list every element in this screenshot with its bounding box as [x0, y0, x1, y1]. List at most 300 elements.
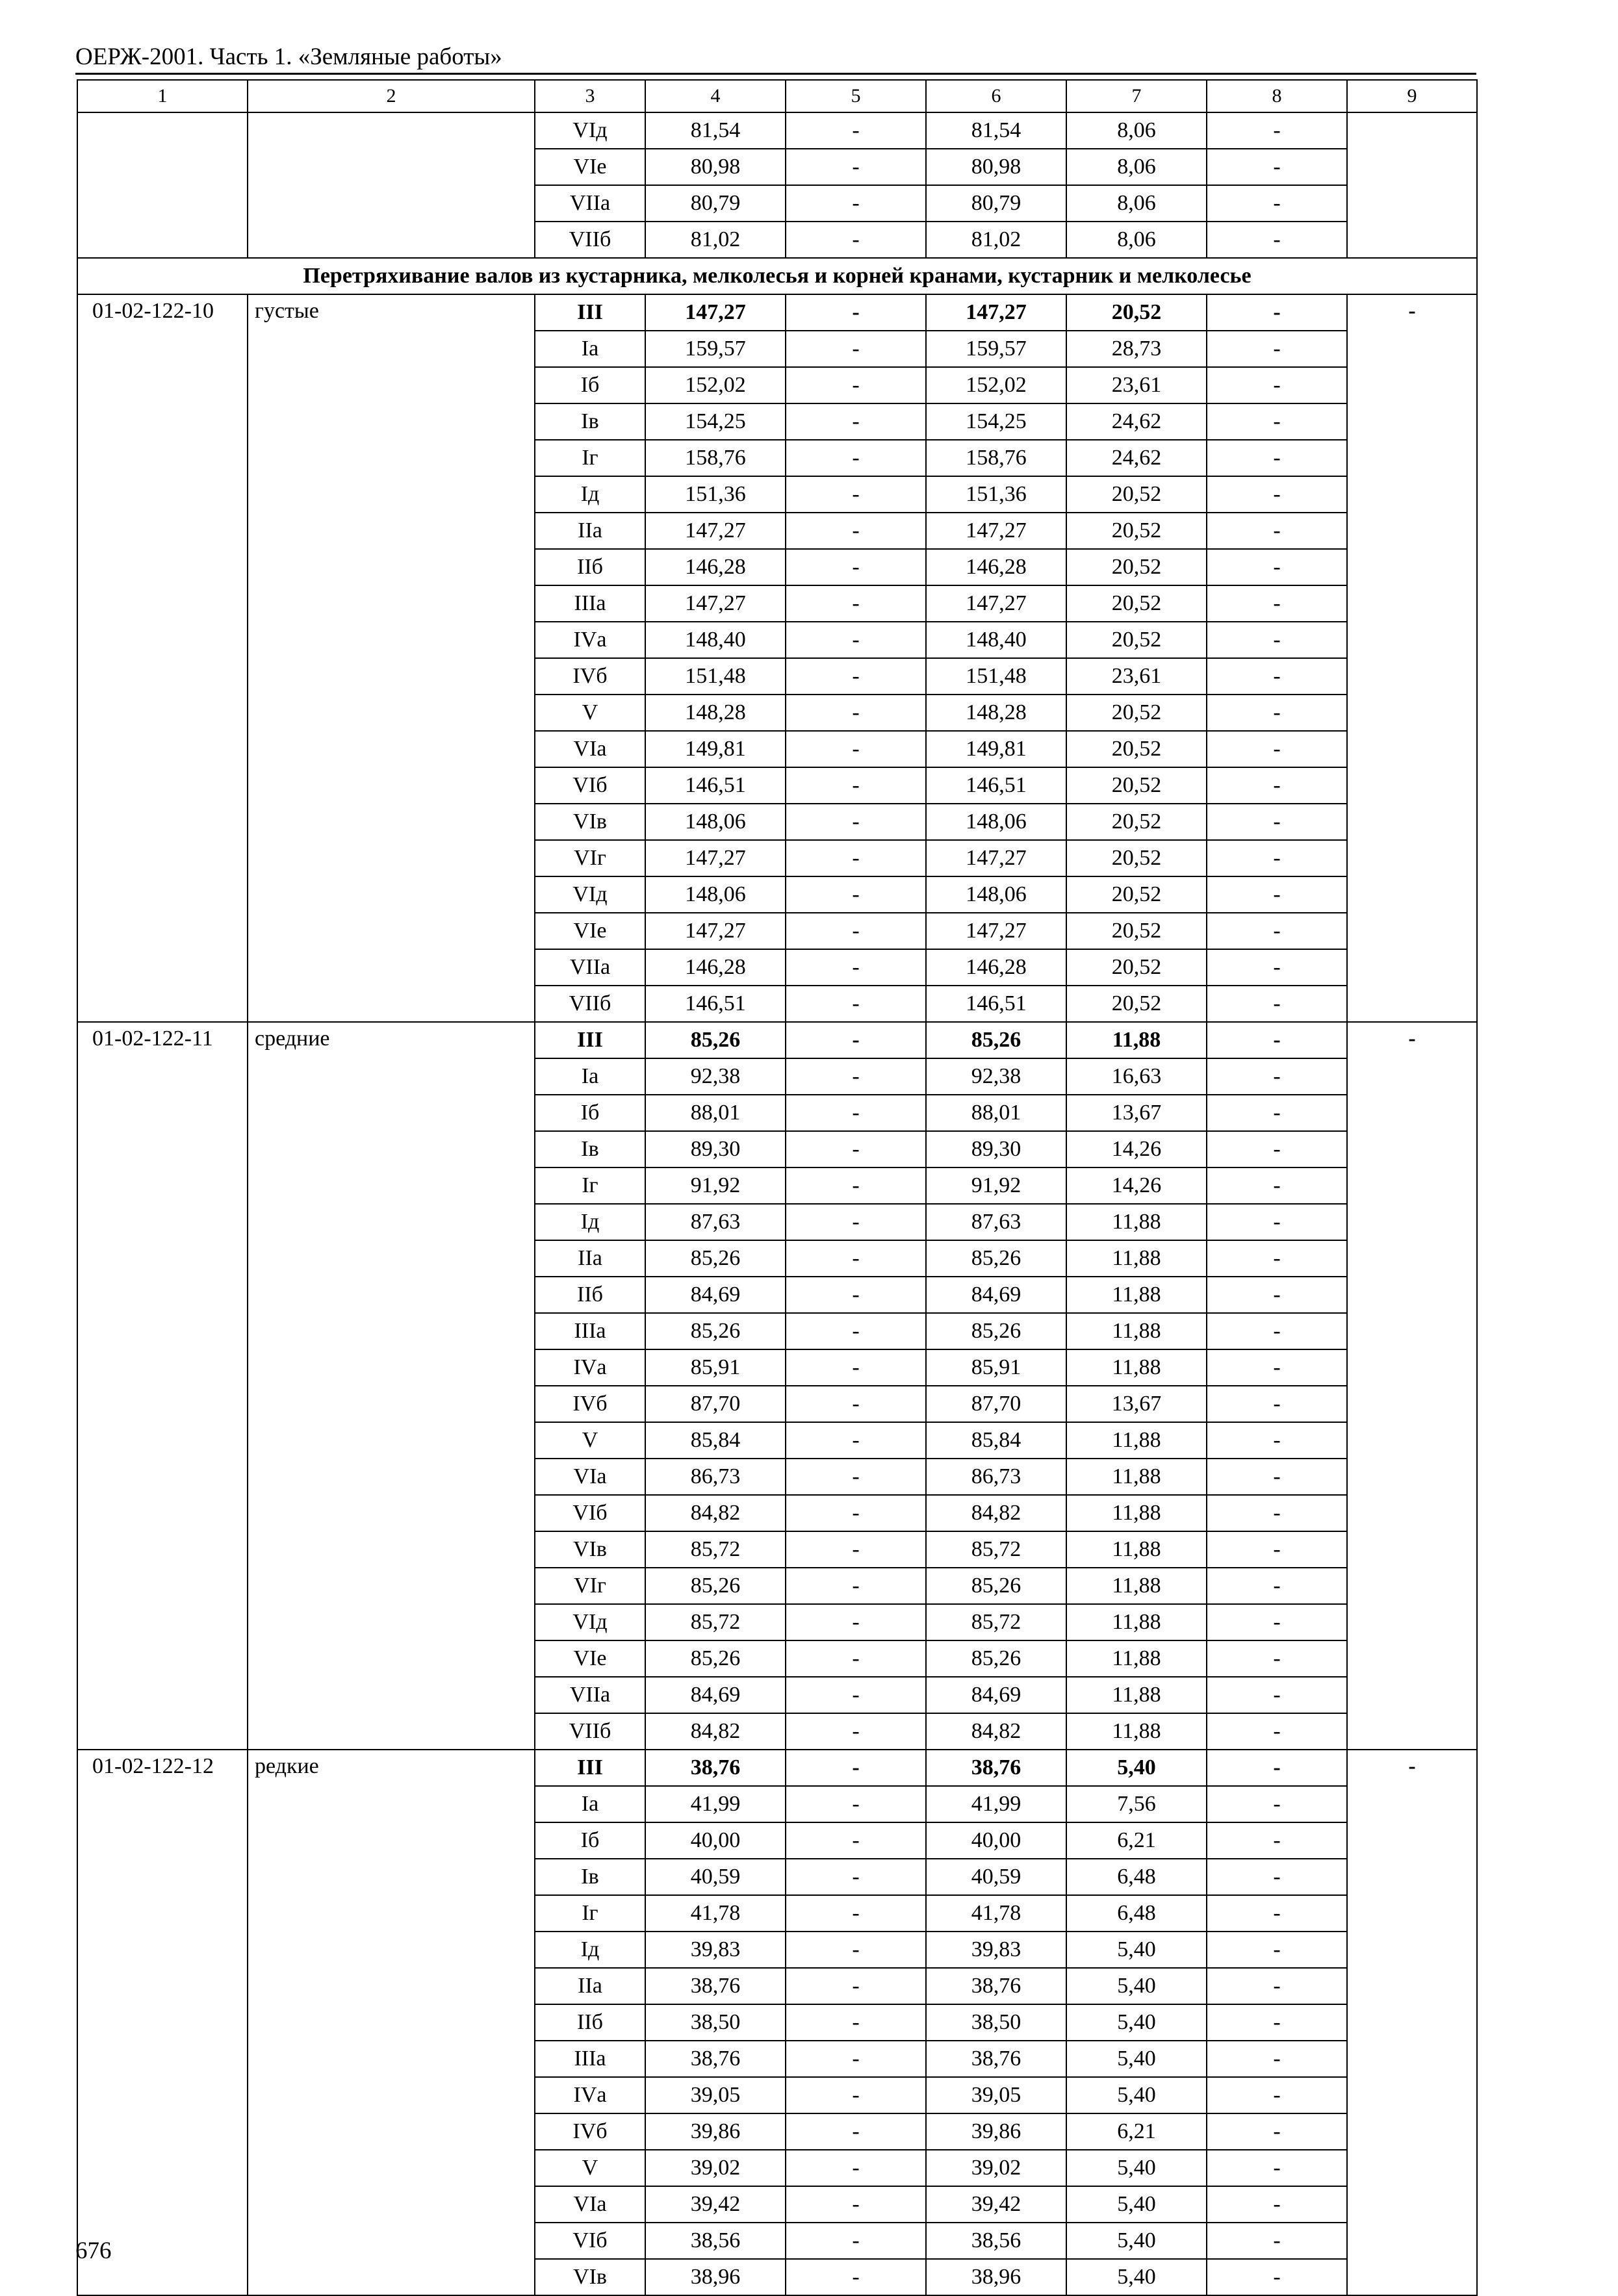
value-cell: - — [786, 476, 926, 513]
value-cell: - — [786, 112, 926, 149]
value-cell: 20,52 — [1066, 876, 1207, 913]
value-cell: - — [786, 1640, 926, 1677]
value-cell: 11,88 — [1066, 1022, 1207, 1058]
column-number-cell: 6 — [926, 80, 1066, 112]
value-cell: 146,51 — [926, 767, 1066, 804]
section-title-row — [77, 258, 1477, 294]
value-cell: 151,48 — [926, 658, 1066, 695]
value-cell: 5,40 — [1066, 1750, 1207, 1786]
zone-cell: IIIа — [535, 1313, 645, 1349]
value-cell: - — [1207, 1968, 1347, 2004]
value-cell: - — [1207, 658, 1347, 695]
value-cell: 8,06 — [1066, 185, 1207, 222]
value-cell: 39,05 — [645, 2077, 786, 2113]
value-cell: - — [1207, 1531, 1347, 1568]
value-cell: - — [1207, 112, 1347, 149]
value-cell: 20,52 — [1066, 695, 1207, 731]
value-cell: - — [786, 1204, 926, 1240]
value-cell: 5,40 — [1066, 1968, 1207, 2004]
value-cell: 20,52 — [1066, 767, 1207, 804]
value-cell: 8,06 — [1066, 112, 1207, 149]
value-cell: - — [786, 1386, 926, 1422]
value-cell: - — [1207, 2004, 1347, 2041]
value-cell: 84,69 — [926, 1277, 1066, 1313]
value-cell: 11,88 — [1066, 1568, 1207, 1604]
value-cell: 5,40 — [1066, 2004, 1207, 2041]
value-cell: 85,26 — [645, 1313, 786, 1349]
value-cell: 147,27 — [926, 294, 1066, 331]
value-cell: 152,02 — [926, 367, 1066, 403]
value-cell: 86,73 — [645, 1459, 786, 1495]
value-cell: - — [786, 1131, 926, 1167]
value-cell: 85,26 — [926, 1240, 1066, 1277]
column-number-cell: 5 — [786, 80, 926, 112]
value-cell: - — [786, 731, 926, 767]
value-cell: - — [786, 1895, 926, 1932]
value-cell: - — [786, 913, 926, 949]
value-cell: 5,40 — [1066, 2186, 1207, 2223]
value-cell: 151,36 — [926, 476, 1066, 513]
value-cell: 11,88 — [1066, 1640, 1207, 1677]
value-cell: - — [1207, 440, 1347, 476]
zone-cell: Iд — [535, 1204, 645, 1240]
value-cell: - — [786, 1422, 926, 1459]
zone-cell: IIа — [535, 1968, 645, 2004]
column-number-cell: 1 — [77, 80, 248, 112]
value-cell: 85,26 — [926, 1568, 1066, 1604]
value-cell: 147,27 — [645, 294, 786, 331]
value-cell: - — [1207, 1859, 1347, 1895]
value-cell: - — [786, 2223, 926, 2259]
col9-cell: - — [1347, 1750, 1477, 2295]
value-cell: 38,96 — [645, 2259, 786, 2295]
zone-cell: VIб — [535, 1495, 645, 1531]
value-cell: 11,88 — [1066, 1713, 1207, 1750]
zone-cell: Iг — [535, 1167, 645, 1204]
value-cell: - — [1207, 2259, 1347, 2295]
zone-cell: VIIа — [535, 1677, 645, 1713]
name-cell — [248, 112, 535, 258]
value-cell: 16,63 — [1066, 1058, 1207, 1095]
zone-cell: VIг — [535, 840, 645, 876]
value-cell: - — [786, 1568, 926, 1604]
value-cell: 40,00 — [645, 1822, 786, 1859]
value-cell: 39,86 — [926, 2113, 1066, 2150]
value-cell: - — [1207, 294, 1347, 331]
value-cell: 154,25 — [645, 403, 786, 440]
code-cell: 01-02-122-10 — [77, 294, 248, 1022]
value-cell: 40,59 — [926, 1859, 1066, 1895]
value-cell: 20,52 — [1066, 804, 1207, 840]
value-cell: - — [1207, 1640, 1347, 1677]
value-cell: 38,76 — [926, 2041, 1066, 2077]
zone-cell: IIб — [535, 549, 645, 585]
value-cell: 39,42 — [645, 2186, 786, 2223]
column-number-cell: 2 — [248, 80, 535, 112]
value-cell: 147,27 — [645, 913, 786, 949]
table-row — [77, 294, 1477, 331]
value-cell: 5,40 — [1066, 1932, 1207, 1968]
value-cell: 87,63 — [926, 1204, 1066, 1240]
value-cell: 20,52 — [1066, 549, 1207, 585]
code-cell: 01-02-122-11 — [77, 1022, 248, 1750]
zone-cell: VIв — [535, 2259, 645, 2295]
value-cell: - — [1207, 2186, 1347, 2223]
value-cell: 11,88 — [1066, 1422, 1207, 1459]
zone-cell: IVб — [535, 1386, 645, 1422]
col9-cell: - — [1347, 1022, 1477, 1750]
value-cell: 38,76 — [926, 1968, 1066, 2004]
value-cell: 85,26 — [926, 1022, 1066, 1058]
value-cell: 6,21 — [1066, 2113, 1207, 2150]
value-cell: - — [786, 804, 926, 840]
value-cell: 38,76 — [645, 1968, 786, 2004]
zone-cell: VIд — [535, 112, 645, 149]
value-cell: - — [1207, 1568, 1347, 1604]
zone-cell: III — [535, 1750, 645, 1786]
value-cell: - — [1207, 1932, 1347, 1968]
value-cell: - — [786, 1313, 926, 1349]
value-cell: - — [786, 440, 926, 476]
rates-table-body — [77, 80, 1477, 2295]
value-cell: - — [1207, 695, 1347, 731]
value-cell: 39,05 — [926, 2077, 1066, 2113]
value-cell: 23,61 — [1066, 658, 1207, 695]
value-cell: 41,78 — [926, 1895, 1066, 1932]
value-cell: - — [1207, 1822, 1347, 1859]
value-cell: 89,30 — [645, 1131, 786, 1167]
value-cell: 11,88 — [1066, 1349, 1207, 1386]
value-cell: 87,70 — [645, 1386, 786, 1422]
header-rule — [75, 73, 1476, 75]
table-row — [77, 112, 1477, 149]
value-cell: - — [786, 658, 926, 695]
value-cell: 85,72 — [926, 1604, 1066, 1640]
value-cell: 88,01 — [926, 1095, 1066, 1131]
value-cell: - — [786, 767, 926, 804]
value-cell: 38,76 — [645, 2041, 786, 2077]
value-cell: 23,61 — [1066, 367, 1207, 403]
value-cell: 154,25 — [926, 403, 1066, 440]
zone-cell: Iв — [535, 1131, 645, 1167]
zone-cell: Iа — [535, 1058, 645, 1095]
value-cell: - — [786, 2186, 926, 2223]
value-cell: - — [786, 185, 926, 222]
value-cell: 81,54 — [645, 112, 786, 149]
zone-cell: VIIа — [535, 949, 645, 986]
value-cell: - — [1207, 767, 1347, 804]
value-cell: - — [1207, 403, 1347, 440]
value-cell: - — [1207, 2077, 1347, 2113]
value-cell: 11,88 — [1066, 1459, 1207, 1495]
zone-cell: VIд — [535, 876, 645, 913]
value-cell: - — [786, 513, 926, 549]
value-cell: 146,51 — [926, 986, 1066, 1022]
value-cell: - — [786, 2113, 926, 2150]
value-cell: 20,52 — [1066, 585, 1207, 622]
value-cell: - — [1207, 1713, 1347, 1750]
zone-cell: V — [535, 2150, 645, 2186]
value-cell: 20,52 — [1066, 476, 1207, 513]
zone-cell: VIв — [535, 1531, 645, 1568]
zone-cell: VIа — [535, 2186, 645, 2223]
zone-cell: VIIб — [535, 1713, 645, 1750]
value-cell: 38,76 — [645, 1750, 786, 1786]
value-cell: 148,28 — [926, 695, 1066, 731]
value-cell: 11,88 — [1066, 1677, 1207, 1713]
value-cell: - — [1207, 731, 1347, 767]
zone-cell: IIа — [535, 1240, 645, 1277]
zone-cell: VIе — [535, 1640, 645, 1677]
zone-cell: Iб — [535, 1822, 645, 1859]
value-cell: 158,76 — [645, 440, 786, 476]
value-cell: 39,42 — [926, 2186, 1066, 2223]
value-cell: 38,56 — [645, 2223, 786, 2259]
value-cell: - — [1207, 2041, 1347, 2077]
zone-cell: IIб — [535, 2004, 645, 2041]
value-cell: - — [786, 1531, 926, 1568]
value-cell: 80,98 — [926, 149, 1066, 185]
value-cell: - — [786, 2077, 926, 2113]
zone-cell: Iг — [535, 1895, 645, 1932]
value-cell: 40,00 — [926, 1822, 1066, 1859]
value-cell: 11,88 — [1066, 1604, 1207, 1640]
value-cell: 85,26 — [926, 1640, 1066, 1677]
value-cell: - — [786, 2259, 926, 2295]
table-row — [77, 1750, 1477, 1786]
value-cell: - — [1207, 476, 1347, 513]
value-cell: 5,40 — [1066, 2223, 1207, 2259]
value-cell: - — [786, 1822, 926, 1859]
value-cell: - — [1207, 1058, 1347, 1095]
value-cell: 8,06 — [1066, 222, 1207, 258]
column-number-cell: 8 — [1207, 80, 1347, 112]
value-cell: 41,99 — [926, 1786, 1066, 1822]
value-cell: - — [1207, 1022, 1347, 1058]
value-cell: 11,88 — [1066, 1277, 1207, 1313]
value-cell: 80,79 — [926, 185, 1066, 222]
value-cell: 146,51 — [645, 986, 786, 1022]
value-cell: - — [1207, 804, 1347, 840]
value-cell: 5,40 — [1066, 2259, 1207, 2295]
value-cell: - — [786, 1932, 926, 1968]
page-number: 676 — [75, 2238, 112, 2264]
value-cell: 38,50 — [645, 2004, 786, 2041]
value-cell: 14,26 — [1066, 1167, 1207, 1204]
value-cell: 85,26 — [645, 1640, 786, 1677]
value-cell: 147,27 — [645, 840, 786, 876]
value-cell: - — [786, 1968, 926, 2004]
value-cell: - — [786, 1277, 926, 1313]
value-cell: 84,69 — [645, 1677, 786, 1713]
value-cell: - — [786, 1240, 926, 1277]
value-cell: 11,88 — [1066, 1240, 1207, 1277]
value-cell: 20,52 — [1066, 913, 1207, 949]
value-cell: 84,82 — [926, 1713, 1066, 1750]
value-cell: 11,88 — [1066, 1531, 1207, 1568]
zone-cell: IIIа — [535, 2041, 645, 2077]
value-cell: - — [786, 403, 926, 440]
value-cell: 146,28 — [645, 949, 786, 986]
value-cell: 85,91 — [926, 1349, 1066, 1386]
column-number-cell: 7 — [1066, 80, 1207, 112]
zone-cell: IVа — [535, 2077, 645, 2113]
zone-cell: Iа — [535, 331, 645, 367]
value-cell: 147,27 — [645, 585, 786, 622]
value-cell: - — [786, 1495, 926, 1531]
value-cell: 41,78 — [645, 1895, 786, 1932]
value-cell: 149,81 — [926, 731, 1066, 767]
value-cell: 146,28 — [645, 549, 786, 585]
value-cell: 13,67 — [1066, 1386, 1207, 1422]
value-cell: - — [1207, 1677, 1347, 1713]
value-cell: - — [1207, 185, 1347, 222]
value-cell: 38,56 — [926, 2223, 1066, 2259]
code-cell — [77, 112, 248, 258]
value-cell: 20,52 — [1066, 731, 1207, 767]
zone-cell: VIг — [535, 1568, 645, 1604]
value-cell: - — [1207, 1240, 1347, 1277]
value-cell: 11,88 — [1066, 1204, 1207, 1240]
value-cell: 20,52 — [1066, 622, 1207, 658]
value-cell: 152,02 — [645, 367, 786, 403]
zone-cell: Iв — [535, 1859, 645, 1895]
value-cell: - — [786, 876, 926, 913]
value-cell: 24,62 — [1066, 403, 1207, 440]
value-cell: 84,82 — [645, 1713, 786, 1750]
value-cell: 148,06 — [926, 876, 1066, 913]
zone-cell: VIе — [535, 149, 645, 185]
value-cell: 20,52 — [1066, 949, 1207, 986]
value-cell: - — [786, 549, 926, 585]
value-cell: 38,76 — [926, 1750, 1066, 1786]
value-cell: - — [1207, 876, 1347, 913]
value-cell: - — [786, 1859, 926, 1895]
value-cell: - — [786, 1095, 926, 1131]
value-cell: 39,83 — [645, 1932, 786, 1968]
value-cell: 39,86 — [645, 2113, 786, 2150]
value-cell: - — [786, 1677, 926, 1713]
value-cell: 11,88 — [1066, 1313, 1207, 1349]
value-cell: 151,48 — [645, 658, 786, 695]
value-cell: - — [786, 1022, 926, 1058]
column-number-cell: 9 — [1347, 80, 1477, 112]
value-cell: 6,48 — [1066, 1859, 1207, 1895]
value-cell: 146,28 — [926, 549, 1066, 585]
value-cell: 147,27 — [926, 840, 1066, 876]
name-cell: средние — [248, 1022, 535, 1750]
value-cell: 151,36 — [645, 476, 786, 513]
value-cell: 20,52 — [1066, 986, 1207, 1022]
value-cell: 148,06 — [926, 804, 1066, 840]
value-cell: 38,96 — [926, 2259, 1066, 2295]
zone-cell: V — [535, 1422, 645, 1459]
value-cell: - — [1207, 1750, 1347, 1786]
value-cell: - — [786, 331, 926, 367]
value-cell: - — [786, 367, 926, 403]
zone-cell: VIб — [535, 767, 645, 804]
value-cell: 86,73 — [926, 1459, 1066, 1495]
zone-cell: Iд — [535, 1932, 645, 1968]
value-cell: 91,92 — [926, 1167, 1066, 1204]
zone-cell: Iв — [535, 403, 645, 440]
value-cell: - — [1207, 1895, 1347, 1932]
value-cell: 39,02 — [926, 2150, 1066, 2186]
zone-cell: IVа — [535, 1349, 645, 1386]
value-cell: 40,59 — [645, 1859, 786, 1895]
value-cell: - — [786, 1349, 926, 1386]
value-cell: 85,26 — [926, 1313, 1066, 1349]
value-cell: - — [1207, 840, 1347, 876]
value-cell: 148,28 — [645, 695, 786, 731]
value-cell: 28,73 — [1066, 331, 1207, 367]
table-row — [77, 1022, 1477, 1058]
section-title: Перетряхивание валов из кустарника, мелколесья и корней кранами, кустарник и мелколесье — [77, 258, 1477, 294]
value-cell: 20,52 — [1066, 513, 1207, 549]
value-cell: 41,99 — [645, 1786, 786, 1822]
value-cell: 24,62 — [1066, 440, 1207, 476]
value-cell: - — [786, 2004, 926, 2041]
value-cell: - — [1207, 367, 1347, 403]
value-cell: 84,69 — [926, 1677, 1066, 1713]
value-cell: 85,84 — [645, 1422, 786, 1459]
value-cell: 6,21 — [1066, 1822, 1207, 1859]
value-cell: - — [1207, 1313, 1347, 1349]
value-cell: 81,02 — [926, 222, 1066, 258]
value-cell: 92,38 — [926, 1058, 1066, 1095]
value-cell: - — [1207, 1495, 1347, 1531]
code-cell: 01-02-122-12 — [77, 1750, 248, 2295]
value-cell: 147,27 — [645, 513, 786, 549]
value-cell: - — [1207, 1204, 1347, 1240]
value-cell: 5,40 — [1066, 2077, 1207, 2113]
zone-cell: VIа — [535, 731, 645, 767]
value-cell: - — [786, 222, 926, 258]
value-cell: - — [786, 986, 926, 1022]
column-number-cell: 3 — [535, 80, 645, 112]
value-cell: 81,54 — [926, 112, 1066, 149]
value-cell: - — [1207, 1277, 1347, 1313]
value-cell: 89,30 — [926, 1131, 1066, 1167]
value-cell: - — [786, 1713, 926, 1750]
value-cell: - — [786, 1750, 926, 1786]
value-cell: 39,83 — [926, 1932, 1066, 1968]
value-cell: - — [1207, 1459, 1347, 1495]
zone-cell: Iб — [535, 1095, 645, 1131]
page-header-title: ОЕРЖ-2001. Часть 1. «Земляные работы» — [75, 44, 502, 70]
value-cell: - — [1207, 2150, 1347, 2186]
value-cell: - — [1207, 986, 1347, 1022]
value-cell: - — [786, 840, 926, 876]
value-cell: 147,27 — [926, 513, 1066, 549]
value-cell: 84,82 — [645, 1495, 786, 1531]
zone-cell: Iд — [535, 476, 645, 513]
zone-cell: IIIа — [535, 585, 645, 622]
zone-cell: IIа — [535, 513, 645, 549]
zone-cell: III — [535, 294, 645, 331]
value-cell: - — [1207, 2223, 1347, 2259]
value-cell: - — [786, 1786, 926, 1822]
zone-cell: Iа — [535, 1786, 645, 1822]
zone-cell: VIе — [535, 913, 645, 949]
zone-cell: VIIб — [535, 222, 645, 258]
value-cell: - — [1207, 1604, 1347, 1640]
value-cell: - — [786, 949, 926, 986]
value-cell: 146,51 — [645, 767, 786, 804]
value-cell: - — [1207, 513, 1347, 549]
value-cell: 91,92 — [645, 1167, 786, 1204]
value-cell: - — [1207, 549, 1347, 585]
